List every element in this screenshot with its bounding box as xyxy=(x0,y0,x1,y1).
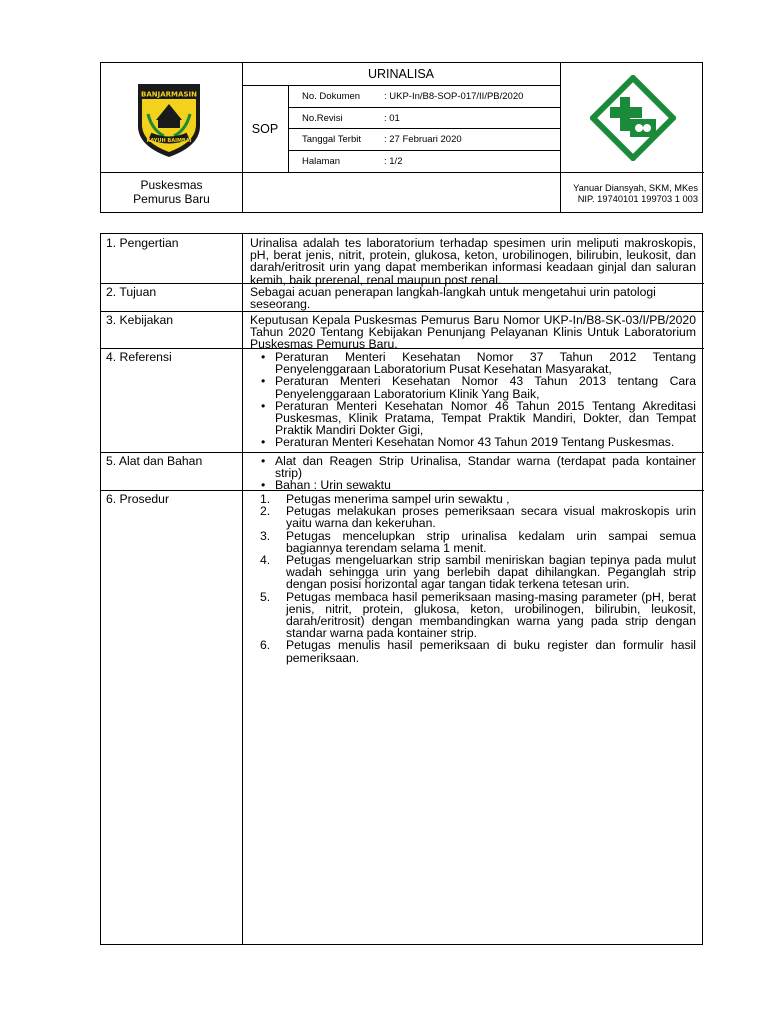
section-label: 2. Tujuan xyxy=(106,285,157,299)
header-divider xyxy=(560,63,561,212)
signer-name: Yanuar Diansyah, SKM, MKes xyxy=(573,183,698,193)
bullet-icon: • xyxy=(261,350,266,364)
sop-label: SOP xyxy=(251,122,279,136)
bullet-icon: • xyxy=(261,435,266,450)
meta-label: Halaman xyxy=(302,156,341,167)
section-label: 4. Referensi xyxy=(106,350,172,364)
section-label: 1. Pengertian xyxy=(106,236,179,250)
procedure-steps xyxy=(250,493,696,664)
definition-text: Urinalisa adalah tes laboratorium terhadap spesimen urin meliputi makroskopis, pH, berat jenis, nitrit, protein, glukosa, keton, urobilinogen, bilirubin, leukosit, dan darah/eritrosit urin yang dapat memberikan informasi keadaan ginjal dan saluran kemih, baik prerenal, renal maupun post renal. xyxy=(250,236,696,287)
header-divider xyxy=(288,128,560,129)
column-divider xyxy=(242,234,243,944)
tools-list xyxy=(250,455,696,492)
header-divider xyxy=(288,85,289,173)
bullet-icon: • xyxy=(261,454,266,468)
meta-value: : UKP-In/B8-SOP-017/II/PB/2020 xyxy=(384,91,524,102)
banjarmasin-logo xyxy=(134,80,204,160)
row-divider xyxy=(101,311,704,312)
meta-value: : 01 xyxy=(384,113,400,124)
procedure-step: 4. Petugas mengeluarkan strip sambil meniriskan bagian tepinya pada mulut wadah sehingga urin yang berlebih dapat dihilangkan. Peganglah strip dengan posisi horizontal agar tangan tidak terkena tetesan urin. xyxy=(260,553,696,592)
section-label: 6. Prosedur xyxy=(106,492,170,506)
policy-text: Keputusan Kepala Puskesmas Pemurus Baru Nomor UKP-In/B8-SK-03/I/PB/2020 Tahun 2020 Tentang Kebijakan Penunjang Pelayanan Klinis Untuk Laboratorium Puskesmas Pemurus Baru. xyxy=(250,313,696,352)
bullet-icon: • xyxy=(261,478,266,493)
puskesmas-logo xyxy=(590,75,676,161)
header-divider xyxy=(101,172,704,173)
procedure-step: 2. Petugas melakukan proses pemeriksaan secara visual makroskopis urin yaitu warna dan kekeruhan. xyxy=(260,504,696,531)
procedure-step: 6. Petugas menulis hasil pemeriksaan di buku register dan formulir hasil pemeriksaan. xyxy=(260,638,696,665)
procedure-step: 3. Petugas mencelupkan strip urinalisa kedalam urin sampai semua bagiannya terendam selama 1 menit. xyxy=(260,528,696,555)
document-title: URINALISA xyxy=(368,67,434,81)
reference-item: • Peraturan Menteri Kesehatan Nomor 43 Tahun 2013 tentang Cara Penyelenggaraan Laboratorium Klinik Yang Baik, xyxy=(261,374,696,401)
org-name: Pemurus Baru xyxy=(133,192,210,206)
meta-label: No.Revisi xyxy=(302,113,343,124)
meta-label: No. Dokumen xyxy=(302,91,361,102)
svg-text:BANJARMASIN: BANJARMASIN xyxy=(141,90,197,99)
bullet-icon: • xyxy=(261,374,266,389)
header-divider xyxy=(288,107,560,108)
signer-nip: NIP. 19740101 199703 1 003 xyxy=(577,194,698,204)
row-divider xyxy=(101,452,704,453)
section-label: 3. Kebijakan xyxy=(106,313,174,327)
reference-item: • Peraturan Menteri Kesehatan Nomor 46 Tahun 2015 Tentang Akreditasi Puskesmas, Klinik Pratama, Tempat Praktik Mandiri, Dokter, dan Tempat Praktik Mandiri Dokter Gigi, xyxy=(261,398,696,438)
procedure-step: 1. Petugas menerima sampel urin sewaktu , xyxy=(260,492,510,506)
document-header xyxy=(100,62,703,213)
org-name: Puskesmas xyxy=(140,178,203,192)
svg-text:KAYUH BAIMBAI: KAYUH BAIMBAI xyxy=(146,138,192,144)
tools-item: • Bahan : Urin sewaktu xyxy=(261,478,391,493)
reference-list xyxy=(250,351,696,449)
bullet-icon: • xyxy=(261,398,266,413)
section-label: 5. Alat dan Bahan xyxy=(106,454,203,468)
meta-label: Tanggal Terbit xyxy=(302,134,361,145)
header-divider xyxy=(288,150,560,151)
sop-content-table xyxy=(100,233,703,945)
meta-value: : 1/2 xyxy=(384,156,403,167)
tools-item: • Alat dan Reagen Strip Urinalisa, Standar warna (terdapat pada kontainer strip) xyxy=(261,454,696,481)
procedure-step: 5. Petugas membaca hasil pemeriksaan masing-masing parameter (pH, berat jenis, nitrit, protein, glukosa, keton, urobilinogen, bilirubin, leukosit, darah/eritrosit) dengan membandingkan warna yang pada strip dengan standar warna pada kontainer strip. xyxy=(260,589,696,641)
meta-value: : 27 Februari 2020 xyxy=(384,134,462,145)
reference-item: • Peraturan Menteri Kesehatan Nomor 43 Tahun 2019 Tentang Puskesmas. xyxy=(261,435,675,450)
purpose-text: Sebagai acuan penerapan langkah-langkah untuk mengetahui urin patologi seseorang. xyxy=(250,285,656,312)
header-divider xyxy=(242,85,560,86)
reference-item: • Peraturan Menteri Kesehatan Nomor 37 Tahun 2012 Tentang Penyelenggaraan Laboratorium Pusat Kesehatan Masyarakat, xyxy=(261,350,696,377)
